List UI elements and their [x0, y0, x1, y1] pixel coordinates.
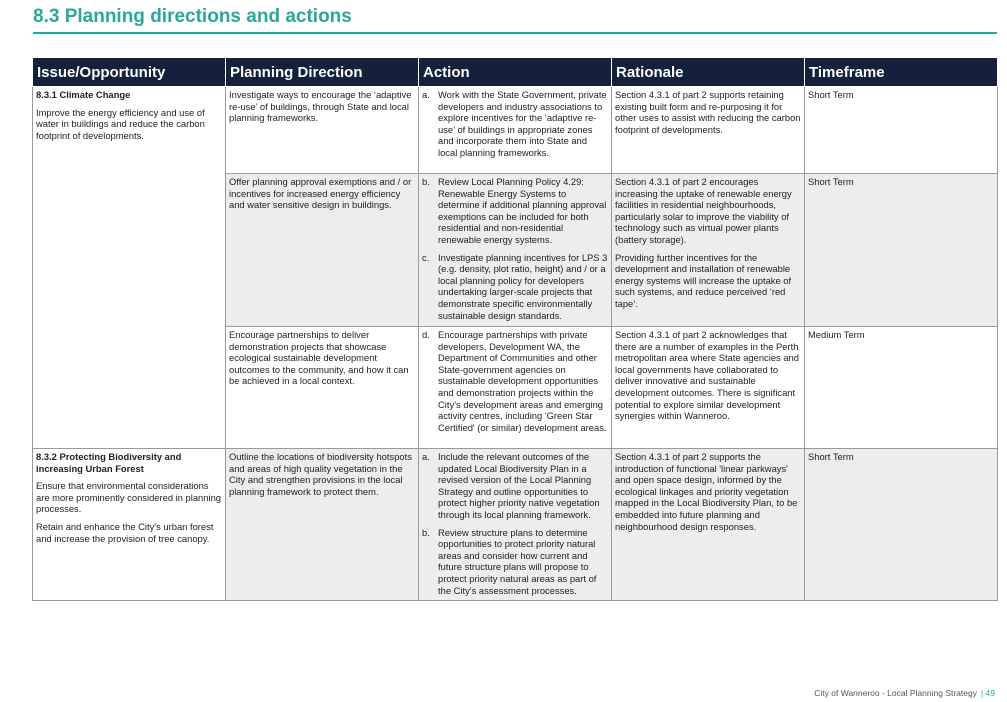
col-header-timeframe: Timeframe	[805, 58, 998, 87]
col-header-action: Action	[419, 58, 612, 87]
action-item: a. Work with the State Government, private developers and industry associations to explore incentives for the ‘adaptive re-use’ of buildings in appropriate zones and incorporate them into State and local planning frameworks.	[422, 89, 607, 158]
rationale-cell: Section 4.3.1 of part 2 supports retaining existing built form and re-purposing it for other uses to assist with reducing the carbon footprint of developments.	[612, 87, 805, 174]
action-cell	[419, 174, 612, 327]
issue-cell-climate-change	[33, 87, 226, 449]
issue-description: Retain and enhance the City's urban forest and increase the provision of tree canopy.	[36, 520, 214, 544]
page-footer	[814, 688, 995, 698]
rationale-cell: Section 4.3.1 of part 2 supports the introduction of functional 'linear parkways' and open space design, informed by the ecological linkages and priority vegetation mapped in the Local Biodiversity Plan, to be embedded into future planning and neighbourhood design responses.	[612, 449, 805, 601]
issue-description: Improve the energy efficiency and use of water in buildings and reduce the carbon footprint of developments.	[36, 106, 205, 141]
footer-document-title: City of Wanneroo - Local Planning Strategy	[814, 688, 977, 698]
rationale-cell: Section 4.3.1 of part 2 acknowledges that there are a number of examples in the Perth metropolitan area where State agencies and local governments have collaborated to deliver innovative and sustainable development outcomes. There is significant potential to explore similar development synergies within Wanneroo.	[612, 327, 805, 449]
col-header-rationale: Rationale	[612, 58, 805, 87]
page-number: | 49	[980, 688, 995, 698]
action-cell	[419, 449, 612, 601]
action-item: a. Include the relevant outcomes of the updated Local Biodiversity Plan in a revised version of the Local Planning Strategy and outline opportunities to protect higher priority native vegetation through its local planning framework.	[422, 451, 600, 520]
issue-title: 8.3.2 Protecting Biodiversity and increasing Urban Forest	[36, 451, 182, 474]
rationale-cell: Section 4.3.1 of part 2 encourages increasing the uptake of renewable energy facilities in residential neighbourhoods, particularly solar to improve the viability of technology such as virtual power plants (battery storage). Providing further incentives for the development and installation of renewable energy systems will increase the uptake of such systems, and reduce perceived ‘red tape’.	[612, 174, 805, 327]
direction-cell: Offer planning approval exemptions and / or incentives for increased energy efficiency and water sensitive design in buildings.	[226, 174, 419, 327]
action-item: d. Encourage partnerships with private developers, Development WA, the Department of Communities and other State-government agencies on sustainable development opportunities and demonstration projects within the City’s development areas and emerging activity centres, including 'Green Star Certified' (or similar) development areas.	[422, 329, 607, 433]
direction-cell: Investigate ways to encourage the ‘adaptive re-use’ of buildings, through State and local planning frameworks.	[226, 87, 419, 174]
header-row	[33, 58, 998, 87]
timeframe-cell: Short Term	[805, 87, 998, 174]
timeframe-cell: Short Term	[805, 449, 998, 601]
issue-title: 8.3.1 Climate Change	[36, 89, 131, 100]
col-header-issue: Issue/Opportunity	[33, 58, 226, 87]
issue-description: Ensure that environmental considerations are more prominently considered in planning processes.	[36, 480, 222, 515]
action-item: c. Investigate planning incentives for LPS 3 (e.g. density, plot ratio, height) and / or a local planning policy for developers undertaking larger-scale projects that demonstrate specific environmentally sustainable design standards.	[422, 251, 608, 321]
title-divider	[33, 32, 997, 34]
direction-cell: Encourage partnerships to deliver demonstration projects that showcase ecological sustainable development outcomes to the community, and how it can be achieved in a local context.	[226, 327, 419, 449]
timeframe-cell: Short Term	[805, 174, 998, 327]
page-title: 8.3 Planning directions and actions	[33, 6, 352, 27]
action-item: b. Review Local Planning Policy 4.29: Renewable Energy Systems to determine if additional planning approval exemptions can be included for both residential and non-residential renewable energy systems.	[422, 176, 607, 245]
issue-cell-biodiversity	[33, 449, 226, 601]
direction-cell: Outline the locations of biodiversity hotspots and areas of high quality vegetation in the City and strengthen provisions in the local planning framework to protect them.	[226, 449, 419, 601]
action-item: b. Review structure plans to determine opportunities to protect priority natural areas and consider how current and future structure plans will propose to protect priority natural areas as part of the City's assessment processes.	[422, 526, 597, 596]
timeframe-cell: Medium Term	[805, 327, 998, 449]
table-row	[33, 449, 998, 601]
action-cell	[419, 87, 612, 174]
table-row	[33, 87, 998, 174]
planning-table	[32, 57, 998, 601]
col-header-direction: Planning Direction	[226, 58, 419, 87]
action-cell	[419, 327, 612, 449]
